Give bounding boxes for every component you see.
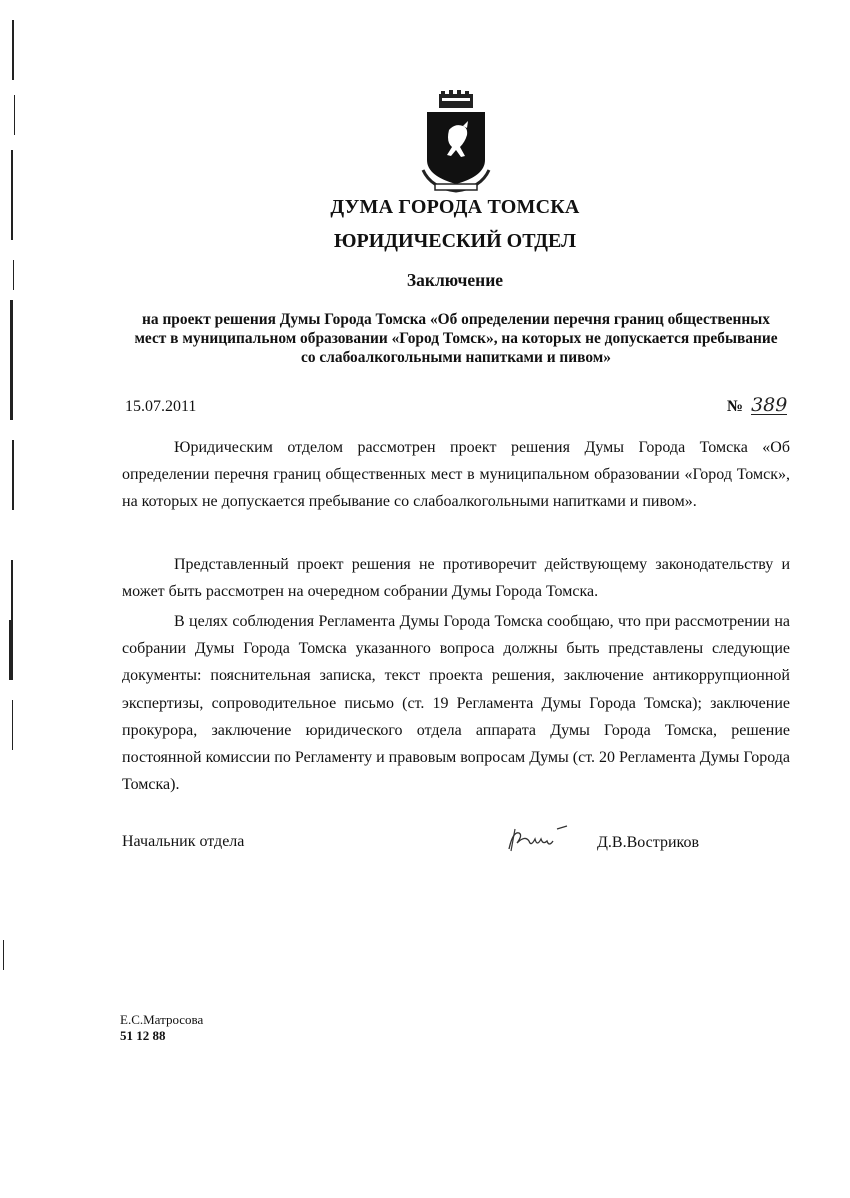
document-date: 15.07.2011: [125, 398, 197, 415]
body-paragraph-3: В целях соблюдения Регламента Думы Города Томска сообщаю, что при рассмотрении на собрании Думы Города Томска указанного вопроса должны быть представлены следующие документы: пояснительная записка, текст проекта решения, заключение антикоррупционной экспертизы, сопроводительное письмо (ст. 19 Регламента Думы Города Томска); заключение прокурора, заключение юридического отдела аппарата Думы Города Томска, решение постоянной комиссии по Регламенту и правовым вопросам Думы (ст. 20 Регламента Думы Города Томска).: [122, 613, 790, 794]
handwritten-signature: [505, 825, 569, 857]
department-name: ЮРИДИЧЕСКИЙ ОТДЕЛ: [333, 230, 577, 252]
document-title: Заключение: [406, 270, 504, 290]
body-paragraph-1: Юридическим отделом рассмотрен проект решения Думы Города Томска «Об определении перечня границ общественных мест в муниципальном образовании «Город Томск», на которых не допускается пребывание со слабоалкогольными напитками и пивом».: [122, 439, 790, 511]
tomsk-coat-of-arms-icon: [421, 90, 491, 196]
signatory-role: Начальник отдела: [122, 833, 245, 850]
number-label: №: [727, 398, 744, 415]
number-value: 389: [751, 394, 788, 416]
document-number: [727, 396, 787, 416]
signatory-name: Д.В.Востриков: [597, 834, 700, 851]
executor-phone: 51 12 88: [120, 1028, 166, 1043]
body-paragraph-2: Представленный проект решения не противоречит действующему законодательству и может быть рассмотрен на очередном собрании Думы Города Томска.: [122, 556, 790, 601]
scan-edge-artifact: [0, 0, 18, 1198]
organization-name: ДУМА ГОРОДА ТОМСКА: [330, 196, 580, 218]
executor-name: Е.С.Матросова: [120, 1012, 204, 1027]
document-subject: на проект решения Думы Города Томска «Об определении перечня границ общественных мест в муниципальном образовании «Город Томск», на которых не допускается пребывание со слабоалкогольными напитками и пивом»: [134, 311, 778, 366]
